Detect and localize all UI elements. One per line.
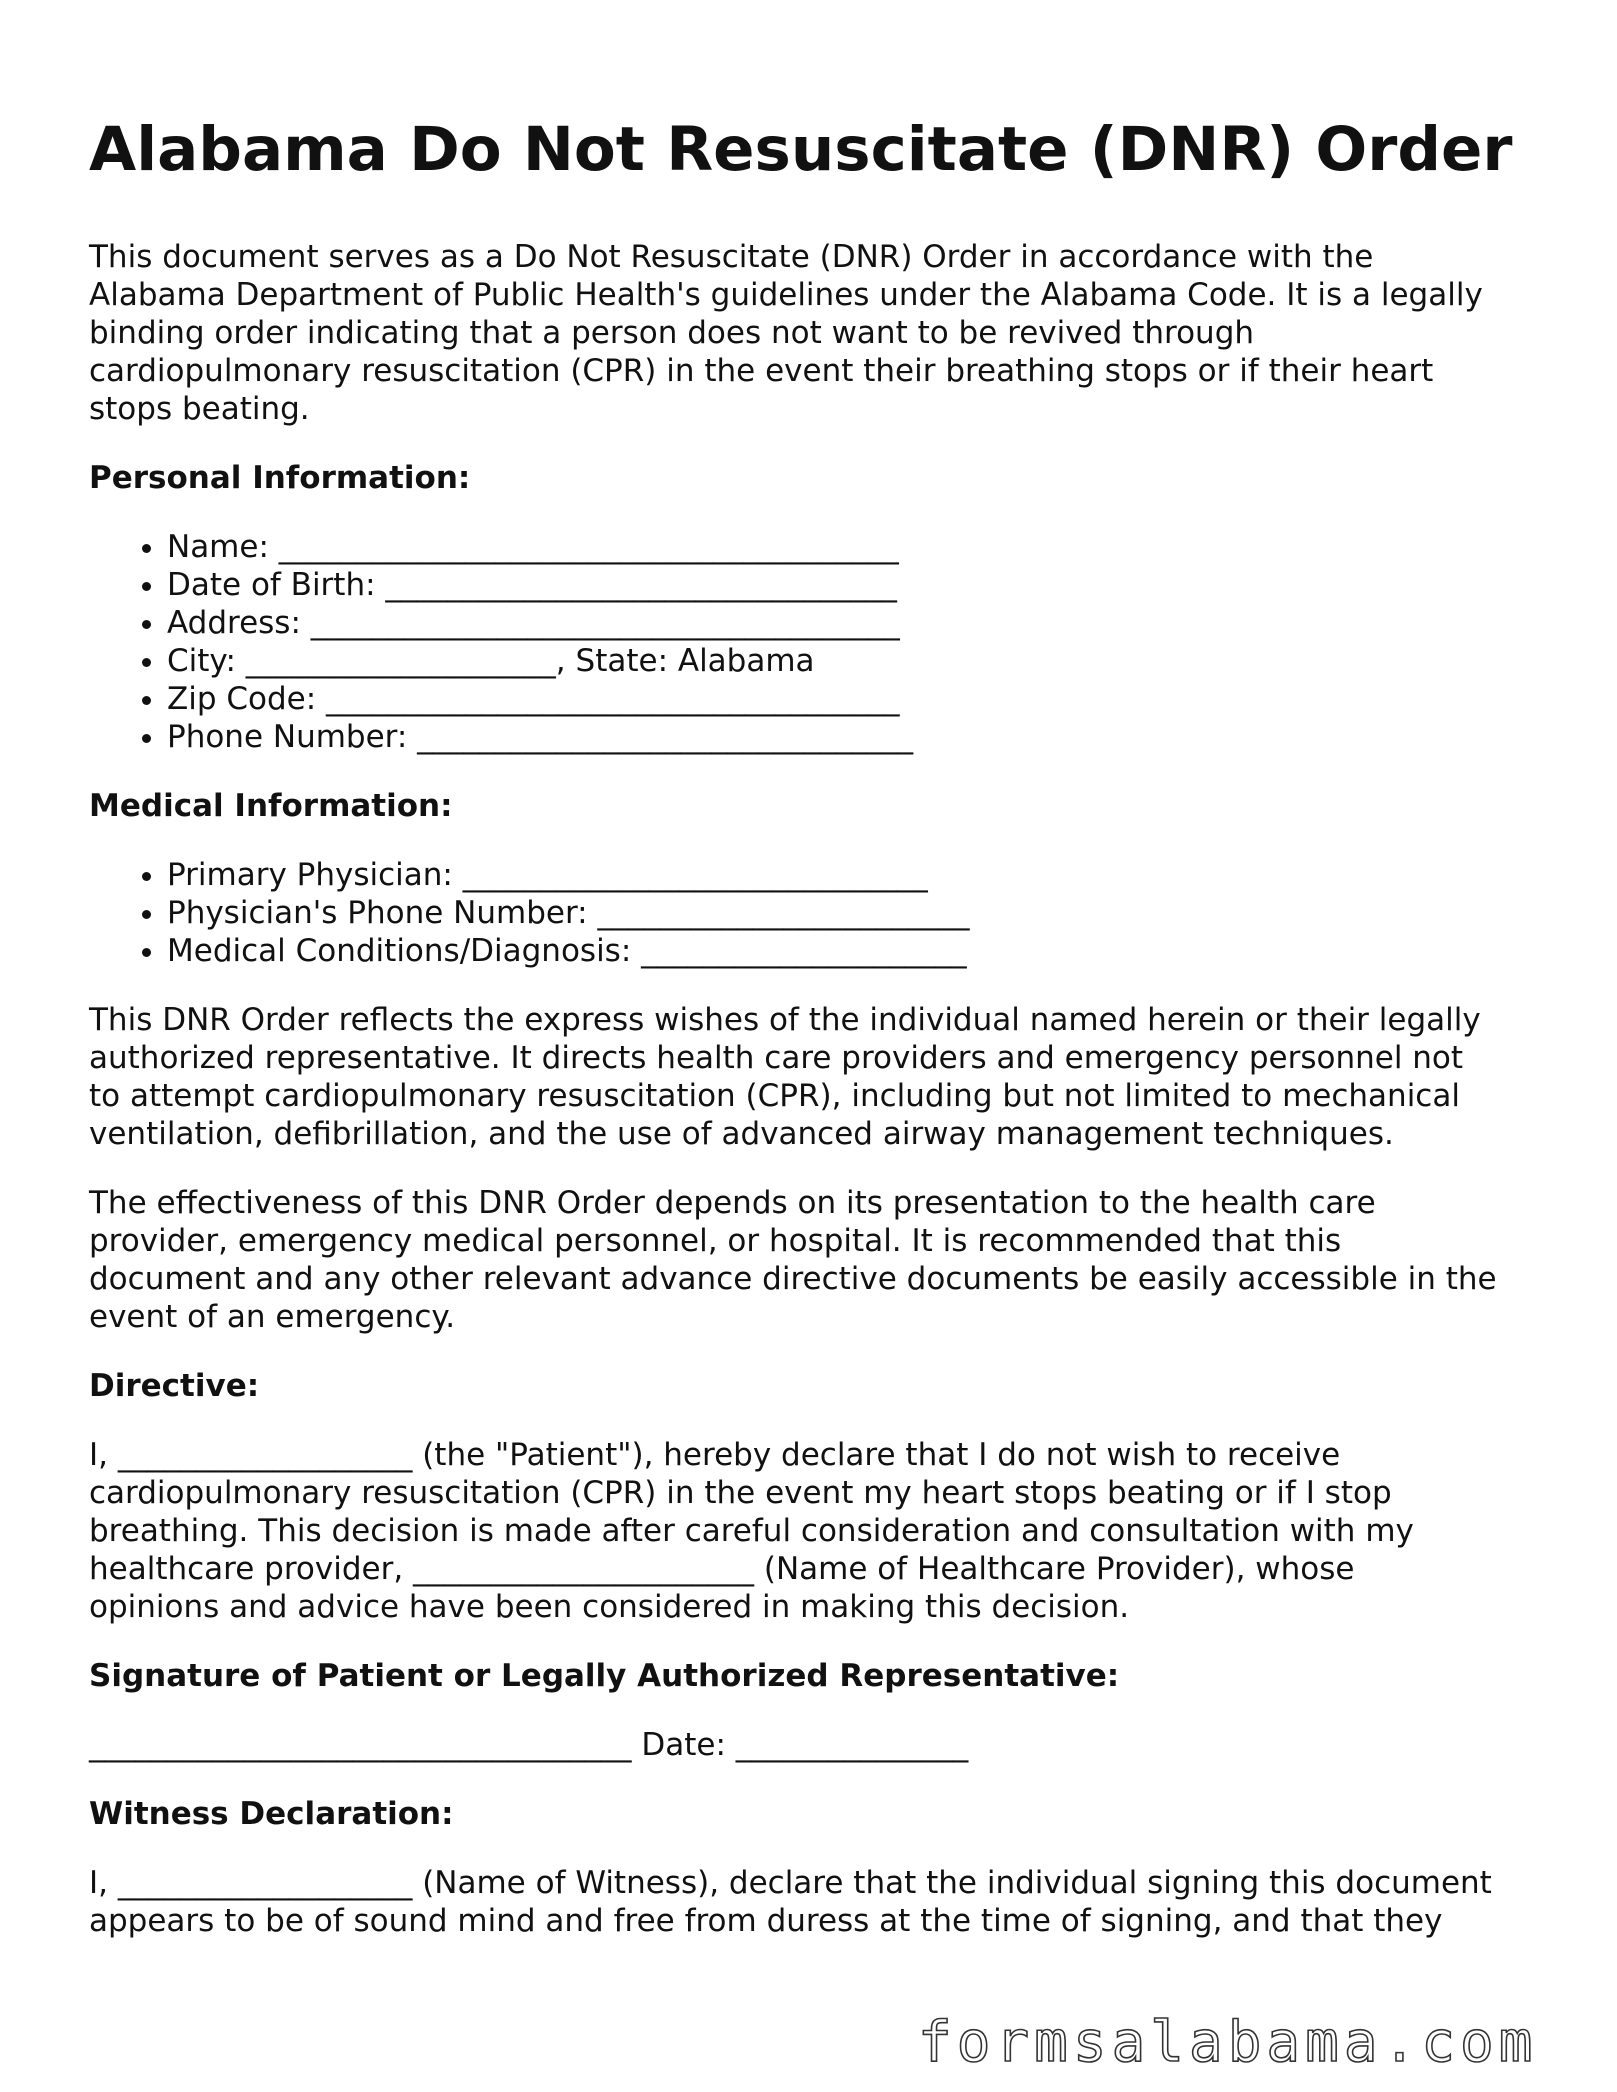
list-item: • City: ____________________, State: Alabama: [167, 642, 1529, 680]
medical-info-list: [89, 856, 1529, 970]
intro-paragraph: This document serves as a Do Not Resuscitate (DNR) Order in accordance with the Alabama Department of Public Health's guidelines under the Alabama Code. It is a legally binding order indicating that a person does not want to be revived through cardiopulmonary resuscitation (CPR) in the event their breathing stops or if their heart stops beating.: [89, 239, 1483, 427]
list-item: • Zip Code: _____________________________________: [167, 680, 1529, 718]
directive-paragraph: I, ___________________ (the "Patient"), hereby declare that I do not wish to receive cardiopulmonary resuscitation (CPR) in the event my heart stops beating or if I stop breathing. This decision is made after careful consideration and consultation with my healthcare provider, ______________________ (Name of Healthcare Provider), whose opinions and advice have been considered in making this decision.: [89, 1437, 1414, 1625]
effectiveness-paragraph: The effectiveness of this DNR Order depends on its presentation to the health care provider, emergency medical personnel, or hospital. It is recommended that this document and any other relevant advance directive documents be easily accessible in the event of an emergency.: [89, 1185, 1497, 1335]
list-item: • Name: ________________________________________: [167, 528, 1529, 566]
list-item: • Date of Birth: _________________________________: [167, 566, 1529, 604]
document-page: [89, 112, 1529, 1971]
signature-line: ___________________________________ Date: _______________: [89, 1727, 969, 1763]
list-item: • Physician's Phone Number: ________________________: [167, 894, 1529, 932]
list-item: • Medical Conditions/Diagnosis: _____________________: [167, 932, 1529, 970]
list-item: • Phone Number: ________________________________: [167, 718, 1529, 756]
signature-heading: Signature of Patient or Legally Authorized Representative:: [89, 1658, 1120, 1694]
list-item: • Address: ______________________________________: [167, 604, 1529, 642]
directive-heading: Directive:: [89, 1368, 260, 1404]
medical-info-heading: Medical Information:: [89, 788, 453, 824]
watermark-logo: formsalabama.com: [918, 2010, 1538, 2075]
witness-heading: Witness Declaration:: [89, 1796, 454, 1832]
personal-info-list: [89, 528, 1529, 756]
list-item: • Primary Physician: ______________________________: [167, 856, 1529, 894]
personal-info-heading: Personal Information:: [89, 460, 471, 496]
witness-paragraph: I, ___________________ (Name of Witness), declare that the individual signing this document appears to be of sound mind and free from duress at the time of signing, and that they: [89, 1865, 1492, 1939]
reflects-paragraph: This DNR Order reflects the express wishes of the individual named herein or their legally authorized representative. It directs health care providers and emergency personnel not to attempt cardiopulmonary resuscitation (CPR), including but not limited to mechanical ventilation, defibrillation, and the use of advanced airway management techniques.: [89, 1002, 1481, 1152]
page-title: Alabama Do Not Resuscitate (DNR) Order: [89, 114, 1513, 185]
